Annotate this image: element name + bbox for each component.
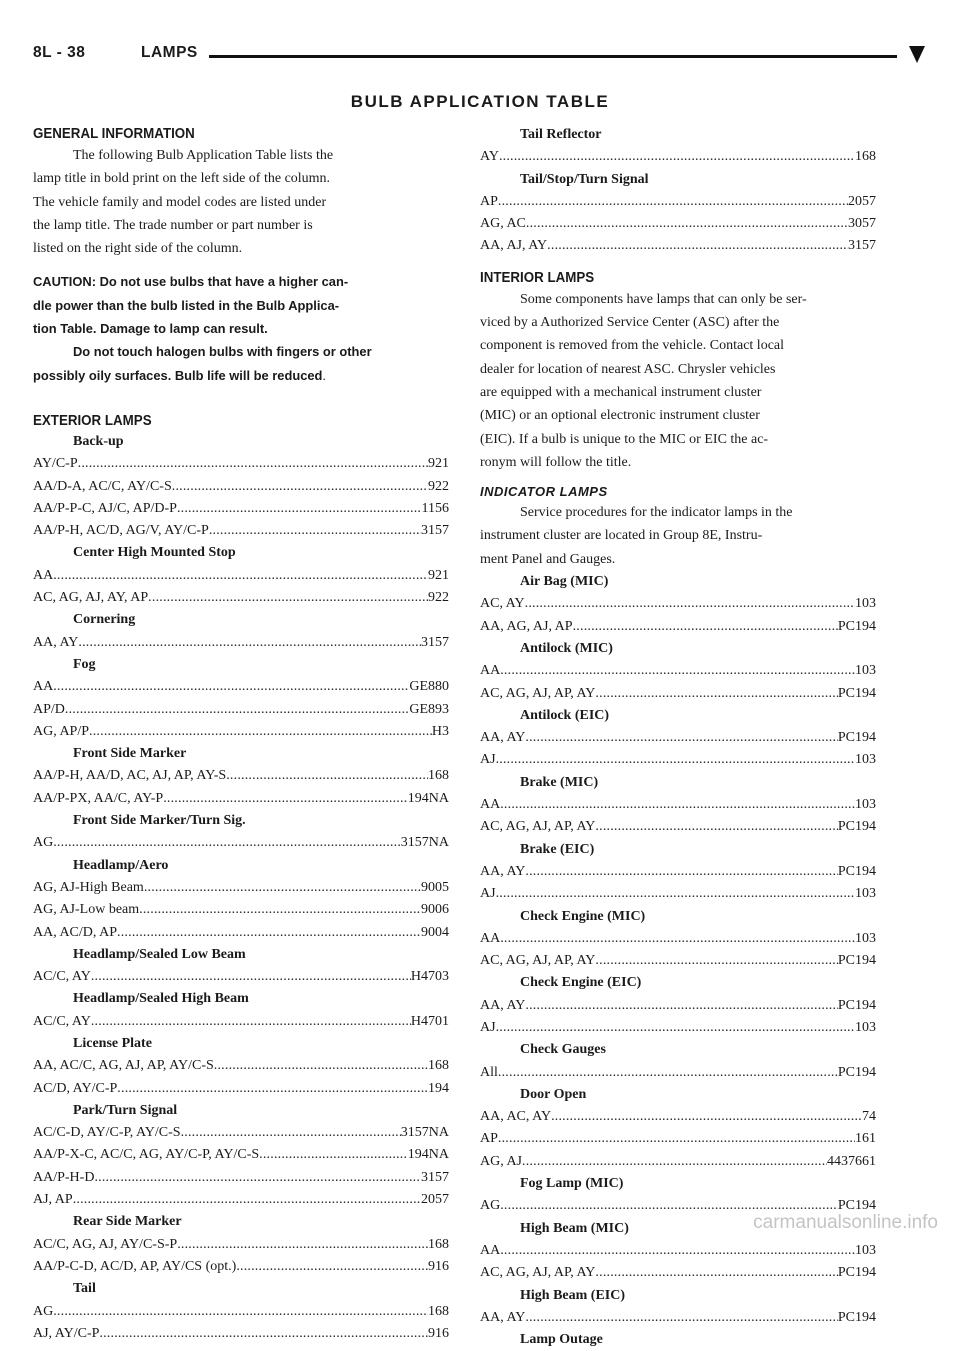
bulb-number: 103 bbox=[855, 752, 876, 768]
bulb-entry bbox=[480, 928, 876, 950]
text-line: the lamp title. The trade number or part number is bbox=[33, 217, 313, 233]
dot-leader bbox=[53, 676, 409, 698]
lamp-title: Headlamp/Sealed High Beam bbox=[73, 991, 249, 1007]
bulb-number: PC194 bbox=[837, 685, 876, 701]
bulb-number: 1156 bbox=[421, 500, 449, 516]
header-rule bbox=[209, 55, 897, 58]
interior-lamps-text bbox=[480, 288, 876, 474]
bulb-number: 168 bbox=[428, 1303, 449, 1319]
bulb-number: 4437661 bbox=[827, 1153, 876, 1169]
dot-leader bbox=[144, 877, 421, 899]
lamp-title: Door Open bbox=[520, 1086, 587, 1102]
caution-notice bbox=[33, 270, 449, 386]
bulb-entry bbox=[33, 699, 449, 721]
dot-leader bbox=[522, 1151, 827, 1173]
dot-leader bbox=[78, 453, 428, 475]
dot-leader bbox=[595, 1262, 837, 1284]
dot-leader bbox=[547, 235, 848, 257]
bulb-number: PC194 bbox=[837, 1265, 876, 1281]
bulb-number: 161 bbox=[855, 1131, 876, 1147]
caution-line: tion Table. Damage to lamp can result. bbox=[33, 321, 268, 337]
model-codes: AC/C, AG, AJ, AY/C-S-P bbox=[33, 1236, 178, 1252]
indicator-lamps-heading: INDICATOR LAMPS bbox=[480, 484, 608, 500]
bulb-entry bbox=[33, 765, 449, 787]
bulb-entry bbox=[480, 1262, 876, 1284]
lamp-title: Park/Turn Signal bbox=[73, 1102, 178, 1118]
spacer bbox=[33, 260, 449, 270]
bulb-entry bbox=[33, 1189, 449, 1211]
bulb-number: 3057 bbox=[848, 216, 876, 232]
model-codes: AP bbox=[480, 1131, 498, 1147]
model-codes: AY/C-P bbox=[33, 456, 78, 472]
model-codes: AJ bbox=[480, 886, 496, 902]
bulb-entry bbox=[33, 966, 449, 988]
dot-leader bbox=[500, 660, 855, 682]
bulb-entry bbox=[33, 1167, 449, 1189]
model-codes: AA bbox=[480, 930, 501, 946]
dot-leader bbox=[99, 1323, 428, 1345]
bulb-number: 922 bbox=[428, 590, 449, 606]
bulb-number: PC194 bbox=[837, 1198, 876, 1214]
bulb-number: 3157 bbox=[421, 634, 449, 650]
model-codes: AA, AC/D, AP bbox=[33, 924, 118, 940]
bulb-number: PC194 bbox=[837, 997, 876, 1013]
model-codes: AA bbox=[480, 663, 501, 679]
bulb-number: 9005 bbox=[421, 879, 449, 895]
bulb-number: 921 bbox=[428, 567, 449, 583]
model-codes: AA, AY bbox=[480, 997, 526, 1013]
bulb-entry bbox=[33, 453, 449, 475]
model-codes: AG bbox=[480, 1198, 501, 1214]
bulb-entry bbox=[33, 788, 449, 810]
lamp-title: Fog bbox=[73, 656, 96, 672]
caution-line: CAUTION: Do not use bulbs that have a higher can- bbox=[33, 274, 349, 290]
bulb-entry bbox=[480, 235, 876, 257]
lamp-title: Lamp Outage bbox=[520, 1332, 603, 1348]
bulb-entry bbox=[33, 476, 449, 498]
general-info-text bbox=[33, 144, 449, 260]
bulb-number: 3157NA bbox=[400, 835, 449, 851]
model-codes: AA bbox=[33, 679, 54, 695]
bulb-number: PC194 bbox=[837, 1309, 876, 1325]
lamp-title: High Beam (EIC) bbox=[520, 1287, 625, 1303]
lamp-title: High Beam (MIC) bbox=[520, 1220, 629, 1236]
page-number: 8L - 38 bbox=[33, 44, 86, 61]
lamp-title: Brake (MIC) bbox=[520, 774, 599, 790]
bulb-number: 2057 bbox=[421, 1192, 449, 1208]
bulb-entry bbox=[480, 816, 876, 838]
bulb-number: GE880 bbox=[409, 679, 449, 695]
bulb-entry bbox=[480, 861, 876, 883]
dot-leader bbox=[172, 476, 428, 498]
dot-leader bbox=[236, 1256, 428, 1278]
lamp-title: Antilock (MIC) bbox=[520, 640, 613, 656]
model-codes: AA, AY bbox=[480, 730, 526, 746]
text-line: The vehicle family and model codes are listed under bbox=[33, 194, 327, 210]
bulb-number: 9004 bbox=[421, 924, 449, 940]
bulb-entry bbox=[480, 1240, 876, 1262]
dot-leader bbox=[496, 1017, 855, 1039]
bulb-number: 103 bbox=[855, 797, 876, 813]
model-codes: AG, AJ bbox=[480, 1153, 523, 1169]
model-codes: AA, AG, AJ, AP bbox=[480, 618, 573, 634]
caution-line: Do not touch halogen bulbs with fingers or other bbox=[73, 344, 372, 360]
bulb-number: 921 bbox=[428, 456, 449, 472]
caution-line: possibly oily surfaces. Bulb life will be reduced. bbox=[33, 367, 326, 383]
lamp-title: Front Side Marker bbox=[73, 746, 187, 762]
bulb-entry bbox=[480, 616, 876, 638]
dot-leader bbox=[209, 520, 421, 542]
lamp-title: Rear Side Marker bbox=[73, 1214, 182, 1230]
dot-leader bbox=[91, 966, 411, 988]
bulb-number: 3157 bbox=[421, 1169, 449, 1185]
bulb-entry bbox=[480, 213, 876, 235]
dot-leader bbox=[496, 749, 855, 771]
bulb-number: 194NA bbox=[407, 1147, 449, 1163]
model-codes: AA, AY bbox=[480, 1309, 526, 1325]
bulb-entry bbox=[33, 587, 449, 609]
text-line: dealer for location of nearest ASC. Chrysler vehicles bbox=[480, 361, 776, 377]
section-name: LAMPS bbox=[141, 44, 198, 61]
lamp-title: Tail/Stop/Turn Signal bbox=[520, 171, 649, 187]
dot-leader bbox=[500, 794, 855, 816]
dot-leader bbox=[89, 721, 432, 743]
triangle-icon bbox=[909, 46, 925, 63]
model-codes: AA/P-H, AA/D, AC, AJ, AP, AY-S bbox=[33, 768, 227, 784]
text-line: component is removed from the vehicle. Contact local bbox=[480, 338, 785, 354]
dot-leader bbox=[148, 587, 428, 609]
lamp-title: Tail Reflector bbox=[520, 127, 602, 142]
bulb-number: 3157 bbox=[421, 523, 449, 539]
model-codes: AJ bbox=[480, 752, 496, 768]
dot-leader bbox=[525, 1307, 837, 1329]
lamp-title: Back-up bbox=[73, 433, 124, 449]
dot-leader bbox=[53, 832, 401, 854]
model-codes: All bbox=[480, 1064, 498, 1080]
bulb-number: H4703 bbox=[410, 969, 449, 985]
model-codes: AC/C, AY bbox=[33, 969, 91, 985]
lamp-title: Headlamp/Sealed Low Beam bbox=[73, 946, 246, 962]
dot-leader bbox=[499, 146, 855, 168]
bulb-number: 916 bbox=[428, 1325, 449, 1341]
dot-leader bbox=[53, 1301, 428, 1323]
model-codes: AC/D, AY/C-P bbox=[33, 1080, 118, 1096]
bulb-entry bbox=[480, 794, 876, 816]
model-codes: AJ, AP bbox=[33, 1192, 73, 1208]
model-codes: AG bbox=[33, 1303, 54, 1319]
model-codes: AJ bbox=[480, 1019, 496, 1035]
dot-leader bbox=[498, 191, 848, 213]
dot-leader bbox=[73, 1189, 421, 1211]
model-codes: AJ, AY/C-P bbox=[33, 1325, 100, 1341]
bulb-entry bbox=[33, 1144, 449, 1166]
model-codes: AC, AG, AJ, AP, AY bbox=[480, 1265, 596, 1281]
bulb-entry bbox=[480, 1106, 876, 1128]
bulb-number: 74 bbox=[862, 1109, 876, 1125]
dot-leader bbox=[496, 883, 855, 905]
bulb-entry bbox=[33, 721, 449, 743]
caution-line: dle power than the bulb listed in the Bulb Applica- bbox=[33, 297, 340, 313]
lamp-title: Cornering bbox=[73, 612, 136, 628]
bulb-number: 194 bbox=[428, 1080, 449, 1096]
model-codes: AA/P-C-D, AC/D, AP, AY/CS (opt.) bbox=[33, 1258, 237, 1274]
dot-leader bbox=[525, 995, 837, 1017]
bulb-entry bbox=[33, 565, 449, 587]
lamp-title: Air Bag (MIC) bbox=[520, 574, 609, 590]
bulb-number: 103 bbox=[855, 886, 876, 902]
model-codes: AA/P-P-C, AJ/C, AP/D-P bbox=[33, 500, 177, 516]
bulb-number: 916 bbox=[428, 1258, 449, 1274]
lamp-title: Antilock (EIC) bbox=[520, 707, 610, 723]
text-line: instrument cluster are located in Group 8E, Instru- bbox=[480, 528, 763, 544]
model-codes: AA bbox=[33, 567, 54, 583]
dot-leader bbox=[498, 1128, 855, 1150]
text-line: ment Panel and Gauges. bbox=[480, 551, 616, 567]
dot-leader bbox=[525, 861, 837, 883]
lamp-title: License Plate bbox=[73, 1035, 152, 1051]
bulb-entry bbox=[33, 632, 449, 654]
bulb-entry bbox=[33, 877, 449, 899]
text-line: viced by a Authorized Service Center (ASC) after the bbox=[480, 315, 780, 331]
dot-leader bbox=[500, 928, 855, 950]
dot-leader bbox=[181, 1122, 401, 1144]
bulb-number: 103 bbox=[855, 1019, 876, 1035]
dot-leader bbox=[117, 922, 421, 944]
bulb-number: GE893 bbox=[409, 701, 449, 717]
dot-leader bbox=[117, 1078, 428, 1100]
bulb-entry bbox=[480, 1307, 876, 1329]
model-codes: AA/P-H, AC/D, AG/V, AY/C-P bbox=[33, 523, 209, 539]
text-line: The following Bulb Application Table lists the bbox=[73, 148, 334, 163]
model-codes: AC/C, AY bbox=[33, 1013, 91, 1029]
bulb-entry bbox=[33, 832, 449, 854]
bulb-number: PC194 bbox=[837, 863, 876, 879]
text-line: Service procedures for the indicator lamps in the bbox=[520, 505, 793, 521]
spacer bbox=[480, 474, 876, 482]
bulb-entry bbox=[480, 191, 876, 213]
model-codes: AA bbox=[480, 797, 501, 813]
model-codes: AG, AP/P bbox=[33, 723, 90, 739]
model-codes: AP/D bbox=[33, 701, 65, 717]
bulb-entry bbox=[480, 749, 876, 771]
lamp-title: Front Side Marker/Turn Sig. bbox=[73, 813, 246, 829]
model-codes: AG, AJ-Low beam bbox=[33, 902, 140, 918]
model-codes: AA, AJ, AY bbox=[480, 238, 548, 254]
text-line: listed on the right side of the column. bbox=[33, 241, 243, 257]
lamp-title: Check Engine (MIC) bbox=[520, 908, 646, 924]
bulb-entry bbox=[33, 1078, 449, 1100]
lamp-title: Brake (EIC) bbox=[520, 841, 595, 857]
text-line: (EIC). If a bulb is unique to the MIC or EIC the ac- bbox=[480, 431, 769, 447]
dot-leader bbox=[177, 498, 422, 520]
spacer bbox=[480, 258, 876, 268]
model-codes: AA/P-X-C, AC/C, AG, AY/C-P, AY/C-S bbox=[33, 1147, 260, 1163]
model-codes: AP bbox=[480, 193, 498, 209]
bulb-number: PC194 bbox=[837, 819, 876, 835]
bulb-number: 103 bbox=[855, 596, 876, 612]
bulb-entry bbox=[33, 1122, 449, 1144]
bulb-entry bbox=[480, 883, 876, 905]
bulb-number: 168 bbox=[428, 1236, 449, 1252]
model-codes: AA, AC/C, AG, AJ, AP, AY/C-S bbox=[33, 1058, 214, 1074]
model-codes: AA/P-PX, AA/C, AY-P bbox=[33, 790, 164, 806]
dot-leader bbox=[500, 1240, 855, 1262]
bulb-entry bbox=[480, 1128, 876, 1150]
dot-leader bbox=[139, 899, 421, 921]
model-codes: AC, AG, AJ, AP, AY bbox=[480, 819, 596, 835]
bulb-number: 194NA bbox=[407, 790, 449, 806]
dot-leader bbox=[177, 1234, 428, 1256]
bulb-number: 3157NA bbox=[400, 1125, 449, 1141]
model-codes: AC/C-D, AY/C-P, AY/C-S bbox=[33, 1125, 181, 1141]
bulb-entry bbox=[33, 1055, 449, 1077]
dot-leader bbox=[498, 1062, 838, 1084]
spacer bbox=[33, 401, 449, 411]
bulb-entry bbox=[480, 995, 876, 1017]
indicator-lamps-text bbox=[480, 501, 876, 571]
bulb-entry bbox=[33, 1301, 449, 1323]
lamp-title: Check Engine (EIC) bbox=[520, 975, 642, 991]
model-codes: AA, AY bbox=[33, 634, 79, 650]
model-codes: AG, AJ-High Beam bbox=[33, 879, 144, 895]
dot-leader bbox=[65, 699, 409, 721]
dot-leader bbox=[214, 1055, 428, 1077]
dot-leader bbox=[595, 816, 837, 838]
bulb-entry bbox=[33, 922, 449, 944]
model-codes: AC, AG, AJ, AY, AP bbox=[33, 590, 149, 606]
bulb-entry bbox=[480, 950, 876, 972]
bulb-number: 103 bbox=[855, 663, 876, 679]
dot-leader bbox=[525, 593, 855, 615]
right-column bbox=[480, 124, 876, 1351]
bulb-number: 168 bbox=[855, 149, 876, 165]
page-title: BULB APPLICATION TABLE bbox=[350, 92, 610, 111]
model-codes: AC, AG, AJ, AP, AY bbox=[480, 685, 596, 701]
bulb-number: PC194 bbox=[837, 953, 876, 969]
page-header bbox=[33, 44, 933, 76]
dot-leader bbox=[94, 1167, 421, 1189]
interior-lamps-heading: INTERIOR LAMPS bbox=[480, 269, 595, 286]
model-codes: AY bbox=[480, 149, 499, 165]
lamp-title: Headlamp/Aero bbox=[73, 857, 169, 873]
bulb-entry bbox=[480, 660, 876, 682]
bulb-entry bbox=[480, 727, 876, 749]
bulb-entry bbox=[33, 676, 449, 698]
dot-leader bbox=[525, 727, 837, 749]
text-line: (MIC) or an optional electronic instrument cluster bbox=[480, 408, 760, 424]
spacer bbox=[33, 387, 449, 401]
bulb-number: 9006 bbox=[421, 902, 449, 918]
dot-leader bbox=[551, 1106, 862, 1128]
general-info-heading: GENERAL INFORMATION bbox=[33, 126, 195, 142]
model-codes: AC, AY bbox=[480, 596, 525, 612]
bulb-entry bbox=[480, 683, 876, 705]
lamp-title: Check Gauges bbox=[520, 1042, 606, 1058]
bulb-entry bbox=[33, 1011, 449, 1033]
bulb-entry bbox=[33, 1234, 449, 1256]
dot-leader bbox=[78, 632, 421, 654]
bulb-number: PC194 bbox=[837, 730, 876, 746]
bulb-entry bbox=[33, 520, 449, 542]
model-codes: AA bbox=[480, 1242, 501, 1258]
exterior-lamps-heading: EXTERIOR LAMPS bbox=[33, 412, 152, 429]
bulb-entry bbox=[33, 1256, 449, 1278]
model-codes: AG, AC bbox=[480, 216, 526, 232]
bulb-number: PC194 bbox=[837, 618, 876, 634]
model-codes: AA/D-A, AC/C, AY/C-S bbox=[33, 478, 172, 494]
dot-leader bbox=[595, 683, 837, 705]
bulb-number: H3 bbox=[431, 723, 449, 739]
model-codes: AG bbox=[33, 835, 54, 851]
model-codes: AC, AG, AJ, AP, AY bbox=[480, 953, 596, 969]
bulb-number: 922 bbox=[428, 478, 449, 494]
exterior-lamps-list bbox=[33, 431, 449, 1345]
bulb-entry bbox=[33, 498, 449, 520]
exterior-lamps-list-continued bbox=[480, 124, 876, 258]
bulb-number: 3157 bbox=[848, 238, 876, 254]
dot-leader bbox=[91, 1011, 411, 1033]
bulb-entry bbox=[480, 1017, 876, 1039]
dot-leader bbox=[53, 565, 428, 587]
text-line: Some components have lamps that can only be ser- bbox=[520, 291, 807, 307]
bulb-number: 168 bbox=[428, 768, 449, 784]
indicator-lamps-list bbox=[480, 571, 876, 1351]
bulb-number: 103 bbox=[855, 1242, 876, 1258]
model-codes: AA/P-H-D bbox=[33, 1169, 95, 1185]
model-codes: AA, AY bbox=[480, 863, 526, 879]
bulb-entry bbox=[33, 1323, 449, 1345]
lamp-title: Center High Mounted Stop bbox=[73, 545, 236, 561]
bulb-entry bbox=[480, 146, 876, 168]
model-codes: AA, AC, AY bbox=[480, 1109, 552, 1125]
text-line: are equipped with a mechanical instrument cluster bbox=[480, 384, 762, 400]
left-column bbox=[33, 124, 449, 1345]
dot-leader bbox=[259, 1144, 408, 1166]
bulb-entry bbox=[480, 593, 876, 615]
bulb-number: 2057 bbox=[848, 193, 876, 209]
lamp-title: Fog Lamp (MIC) bbox=[520, 1176, 624, 1192]
lamp-title: Tail bbox=[73, 1281, 96, 1297]
bulb-number: H4701 bbox=[410, 1013, 449, 1029]
dot-leader bbox=[226, 765, 428, 787]
bulb-number: 168 bbox=[428, 1058, 449, 1074]
watermark: carmanualsonline.info bbox=[753, 1212, 938, 1233]
dot-leader bbox=[163, 788, 408, 810]
bulb-number: PC194 bbox=[837, 1064, 876, 1080]
bulb-entry bbox=[480, 1062, 876, 1084]
dot-leader bbox=[573, 616, 838, 638]
text-line: ronym will follow the title. bbox=[480, 454, 632, 470]
text-line: lamp title in bold print on the left side of the column. bbox=[33, 171, 331, 187]
dot-leader bbox=[526, 213, 848, 235]
dot-leader bbox=[595, 950, 837, 972]
bulb-number: 103 bbox=[855, 930, 876, 946]
bulb-entry bbox=[480, 1151, 876, 1173]
bulb-entry bbox=[33, 899, 449, 921]
